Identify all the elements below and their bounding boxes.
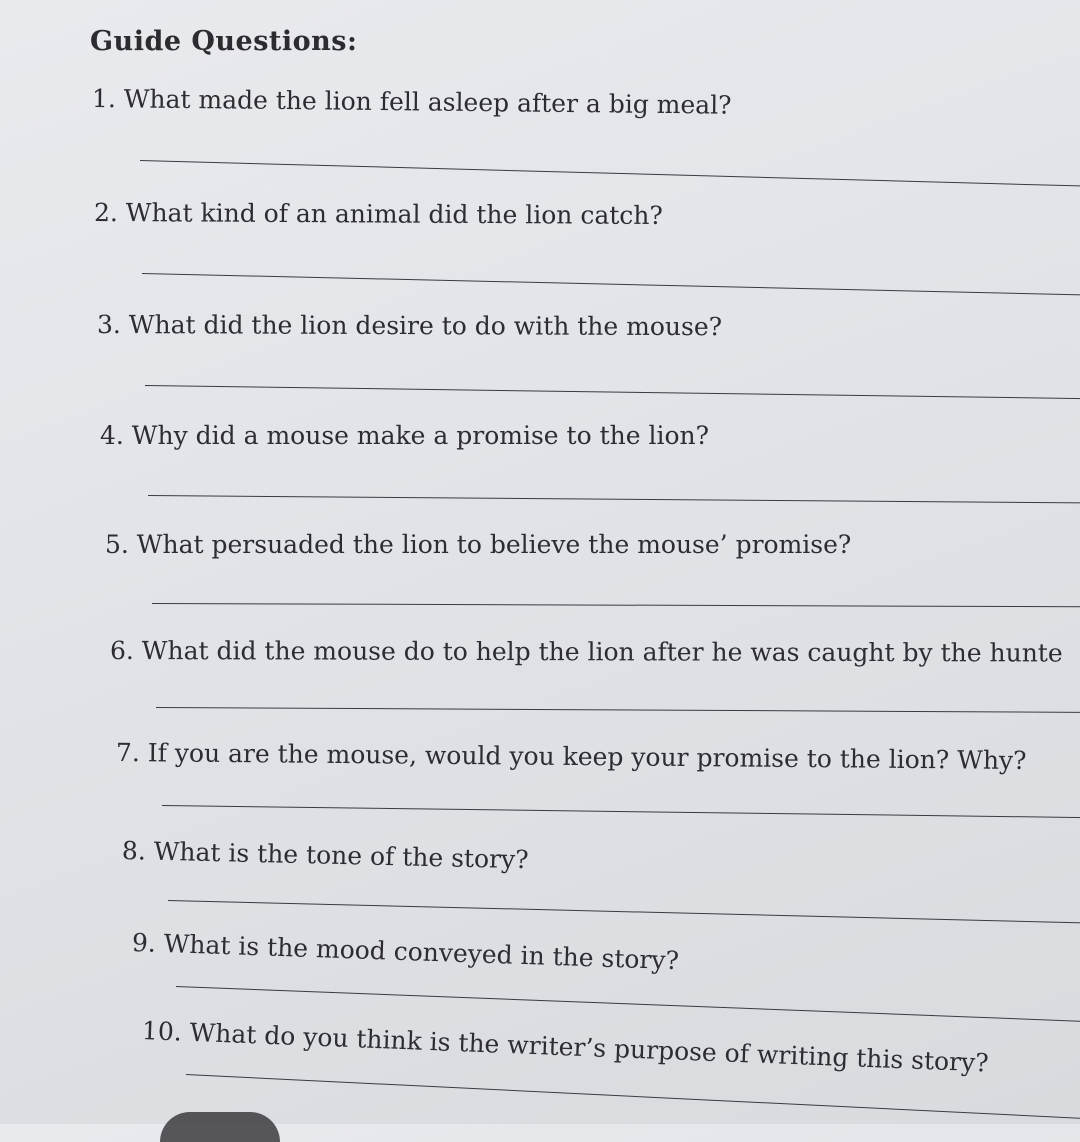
answer-line-7[interactable] <box>162 805 1080 818</box>
answer-line-5[interactable] <box>152 603 1080 607</box>
question-10: 10. What do you think is the writer’s purpose of writing this story? <box>141 1016 990 1078</box>
answer-line-6[interactable] <box>156 707 1080 713</box>
answer-line-8[interactable] <box>168 900 1080 923</box>
question-5: 5. What persuaded the lion to believe the mouse’ promise? <box>105 530 852 559</box>
question-6: 6. What did the mouse do to help the lion after he was caught by the hunte <box>109 636 1063 668</box>
finger-shadow <box>160 1112 280 1142</box>
answer-line-9[interactable] <box>176 986 1080 1022</box>
question-3: 3. What did the lion desire to do with the mouse? <box>96 310 723 342</box>
answer-line-10[interactable] <box>186 1074 1080 1119</box>
question-1: 1. What made the lion fell asleep after a big meal? <box>91 84 732 120</box>
answer-line-1[interactable] <box>140 160 1080 187</box>
question-2: 2. What kind of an animal did the lion catch? <box>93 198 663 230</box>
question-9: 9. What is the mood conveyed in the story? <box>131 928 680 976</box>
answer-line-3[interactable] <box>145 385 1080 399</box>
answer-line-4[interactable] <box>148 495 1080 503</box>
answer-line-2[interactable] <box>142 273 1080 295</box>
question-4: 4. Why did a mouse make a promise to the lion? <box>100 421 710 450</box>
page-title: Guide Questions: <box>90 26 358 57</box>
question-8: 8. What is the tone of the story? <box>121 836 529 875</box>
question-7: 7. If you are the mouse, would you keep your promise to the lion? Why? <box>115 738 1027 775</box>
